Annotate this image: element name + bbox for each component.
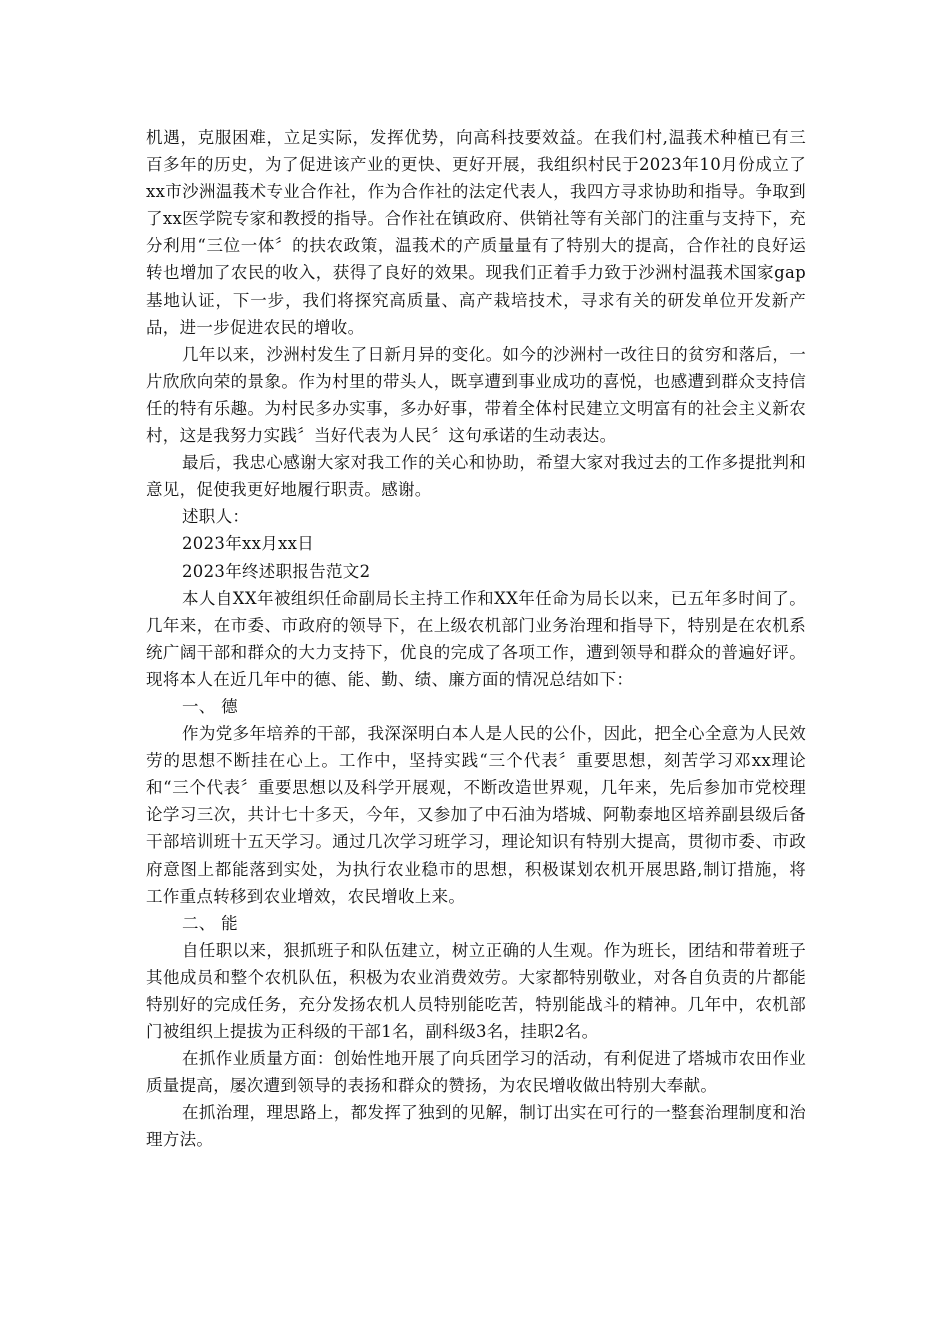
heading-virtue: 一、 德 <box>182 696 238 716</box>
paragraph-cooperative: 机遇，克服困难，立足实际，发挥优势，向高科技要效益。在我们村,温莪术种植已有三百多年的历史，为了促进该产业的更快、更好开展，我组织村民于2023年10月份成立了xx市沙洲温莪术专业合作社，作为合作社的法定代表人，我四方寻求协助和指导。争取到了xx医学院专家和教授的指导。合作社在镇政府、供销社等有关部门的注重与支持下，充分利用“三位一体〞的扶农政策，温莪术的产质量量有了特别大的提高，合作社的良好运转也增加了农民的收入，获得了良好的效果。现我们正着手力致于沙洲村温莪术国家gap基地认证，下一步，我们将探究高质量、高产栽培技术，寻求有关的研发单位开发新产品，进一步促进农民的增收。 <box>146 128 806 337</box>
paragraph-quality: 在抓作业质量方面：创始性地开展了向兵团学习的活动，有利促进了塔城市农田作业质量提高，屡次遭到领导的表扬和群众的赞扬，为农民增收做出特别大奉献。 <box>146 1049 806 1096</box>
paragraph-village-change: 几年以来，沙洲村发生了日新月异的变化。如今的沙洲村一改往日的贫穷和落后，一片欣欣向荣的景象。作为村里的带头人，既享遭到事业成功的喜悦，也感遭到群众支持信任的特有乐趣。为村民多办实事，多办好事，带着全体村民建立文明富有的社会主义新农村，这是我努力实践〞当好代表为人民〞这句承诺的生动表达。 <box>146 344 806 446</box>
signature-date: 2023年xx月xx日 <box>182 534 315 554</box>
signature-label: 述职人： <box>182 507 250 527</box>
section-title: 2023年终述职报告范文2 <box>182 561 371 581</box>
paragraph-management: 在抓治理，理思路上，都发挥了独到的见解，制订出实在可行的一整套治理制度和治理方法。 <box>146 1103 806 1150</box>
paragraph-virtue: 作为党多年培养的干部，我深深明白本人是人民的公仆，因此，把全心全意为人民效劳的思想不断挂在心上。工作中，坚持实践“三个代表〞重要思想，刻苦学习邓xx理论和“三个代表〞重要思想以及科学开展观，不断改造世界观，几年来，先后参加市党校理论学习三次，共计七十多天，今年，又参加了中石油为塔城、阿勒泰地区培养副县级后备干部培训班十五天学习。通过几次学习班学习，理论知识有特别大提高，贯彻市委、市政府意图上都能落到实处，为执行农业稳市的思想，积极谋划农机开展思路,制订措施，将工作重点转移到农业增效，农民增收上来。 <box>146 724 806 906</box>
heading-ability: 二、 能 <box>182 913 238 933</box>
paragraph-thanks: 最后，我忠心感谢大家对我工作的关心和协助，希望大家对我过去的工作多提批判和意见，促使我更好地履行职责。感谢。 <box>146 453 806 500</box>
paragraph-intro: 本人自XX年被组织任命副局长主持工作和XX年任命为局长以来，已五年多时间了。几年来，在市委、市政府的领导下，在上级农机部门业务治理和指导下，特别是在农机系统广阔干部和群众的大力支持下，优良的完成了各项工作，遭到领导和群众的普遍好评。现将本人在近几年中的德、能、勤、绩、廉方面的情况总结如下： <box>146 588 806 689</box>
document-page <box>146 124 806 1154</box>
paragraph-ability: 自任职以来，狠抓班子和队伍建立，树立正确的人生观。作为班长，团结和带着班子其他成员和整个农机队伍，积极为农业消费效劳。大家都特别敬业，对各自负责的片都能特别好的完成任务，充分发扬农机人员特别能吃苦，特别能战斗的精神。几年中，农机部门被组织上提拔为正科级的干部1名，副科级3名，挂职2名。 <box>146 940 806 1042</box>
